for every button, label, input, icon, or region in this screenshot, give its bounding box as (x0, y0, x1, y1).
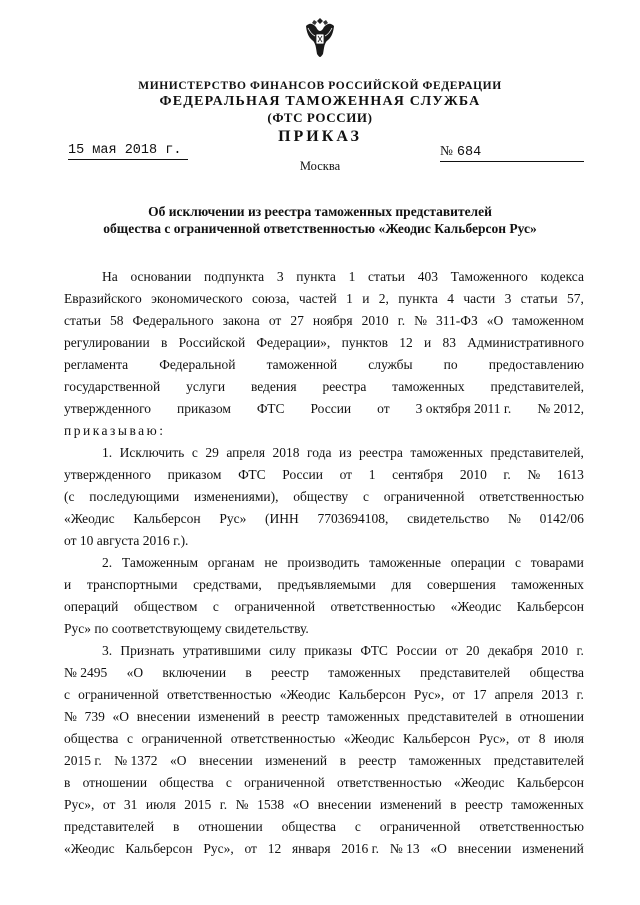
word: (ИНН (265, 511, 299, 526)
word: 4 (447, 291, 454, 306)
word: с (126, 731, 133, 746)
word: и (424, 335, 432, 350)
word: реестр (281, 709, 320, 724)
text-line (64, 442, 584, 464)
word: таможенных (511, 577, 584, 592)
service-abbreviation: (ФТС РОССИИ) (267, 110, 373, 125)
word: от (268, 313, 282, 328)
word: января (291, 841, 331, 856)
word: из (338, 445, 352, 460)
word: утвержденного (64, 401, 152, 416)
word: № 2012, (537, 401, 584, 416)
word: изменений (379, 797, 442, 812)
order-body (64, 266, 584, 860)
word: № (508, 511, 521, 526)
word: ограниченной (244, 775, 325, 790)
word: приказом (167, 467, 222, 482)
word: На (102, 269, 118, 284)
word: приказом (177, 401, 231, 416)
word: в (450, 797, 457, 812)
word: не (264, 555, 278, 570)
text-line (64, 530, 584, 552)
word: «Жеодис (343, 731, 395, 746)
word: и (64, 577, 72, 592)
word: «О (126, 665, 144, 680)
word: в (245, 665, 252, 680)
word: Рус», (413, 687, 445, 702)
word: ограниченной (383, 489, 465, 504)
word: Кальберсон (125, 841, 193, 856)
text-line (64, 794, 584, 816)
word: Кальберсон (516, 775, 584, 790)
word: в (64, 775, 71, 790)
word: России (282, 467, 323, 482)
word: 2015 г. (64, 753, 102, 768)
word: г. (576, 643, 584, 658)
word: изменений (198, 709, 260, 724)
word: ответственностью (337, 775, 442, 790)
word: 1 (348, 269, 356, 284)
word: от 10 августа 2016 г.). (64, 533, 189, 548)
word: реестра (322, 379, 367, 394)
document-type: ПРИКАЗ (278, 128, 362, 145)
text-line (64, 332, 584, 354)
word: ограниченной (78, 687, 159, 702)
word: Рус», (478, 731, 510, 746)
word: регламента (64, 357, 129, 372)
word: «Жеодис (64, 841, 115, 856)
word: Таможенного (450, 269, 528, 284)
word: представителей (493, 753, 584, 768)
word: 12 (267, 841, 282, 856)
word: таможенных (327, 709, 400, 724)
word: 17 (472, 687, 487, 702)
word: представителей (64, 819, 155, 834)
word: таможенных (392, 379, 465, 394)
word: 27 (290, 313, 304, 328)
word: 1 (368, 467, 376, 482)
word: апреля (226, 445, 266, 460)
word: союза, (252, 291, 290, 306)
word: пункта (398, 291, 438, 306)
word: частей (298, 291, 337, 306)
word: 1. (102, 445, 113, 460)
text-line (64, 684, 584, 706)
word: ФТС (238, 467, 266, 482)
text-line (64, 728, 584, 750)
word: «Жеодис (453, 775, 505, 790)
word: в (161, 335, 168, 350)
word: № (414, 313, 427, 328)
word: ответственностью (166, 687, 272, 702)
word: отношении (82, 775, 148, 790)
word: с (64, 687, 70, 702)
word: г. (503, 467, 511, 482)
word: регулировании (64, 335, 150, 350)
text-line (64, 310, 584, 332)
word: 7703694108, (317, 511, 389, 526)
word: таможенных (328, 665, 401, 680)
word: представителей, (490, 445, 584, 460)
word: г. (576, 687, 584, 702)
word: товарами (530, 555, 584, 570)
word: г. (397, 313, 406, 328)
ministry-name: МИНИСТЕРСТВО ФИНАНСОВ РОССИЙСКОЙ ФЕДЕРАЦИИ (138, 80, 502, 92)
word: с (191, 445, 198, 460)
word: Рус» по соответствующему свидетельству. (64, 621, 309, 636)
word: кодекса (540, 269, 584, 284)
word: услуги (186, 379, 226, 394)
word: общества (159, 775, 214, 790)
word: 83 (442, 335, 456, 350)
word: Административного (467, 335, 584, 350)
text-line (64, 420, 584, 442)
text-line (64, 376, 584, 398)
word: Кальберсон (338, 687, 406, 702)
text-line (64, 486, 584, 508)
word: ФТС (360, 643, 388, 658)
word: предоставлению (488, 357, 584, 372)
word: экономического (151, 291, 243, 306)
word: Федеральной (159, 357, 236, 372)
word: ограниченной (379, 819, 461, 834)
word: ведения (250, 379, 297, 394)
word: для (391, 577, 412, 592)
word: от (339, 467, 353, 482)
service-name: ФЕДЕРАЛЬНАЯ ТАМОЖЕННАЯ СЛУЖБА (159, 94, 481, 109)
word: от (452, 687, 465, 702)
word: 1613 (556, 467, 584, 482)
word: ограниченной (234, 599, 316, 614)
word: № 2495 (64, 665, 108, 680)
word: сентября (392, 467, 444, 482)
word: 20 (466, 643, 480, 658)
word: операций (64, 599, 119, 614)
word: с (225, 775, 232, 790)
word: представителей (407, 709, 498, 724)
word: обществу (293, 489, 349, 504)
number-sign: № (440, 143, 453, 158)
word: 31 (123, 797, 138, 812)
word: Российской (178, 335, 246, 350)
word: таможенные (369, 555, 441, 570)
word: внесении (317, 797, 372, 812)
word: «О (170, 753, 187, 768)
word: № (235, 797, 249, 812)
word: 57, (567, 291, 584, 306)
text-line (64, 266, 584, 288)
word: в (267, 709, 275, 724)
word: общества (64, 731, 119, 746)
word: 0142/06 (539, 511, 584, 526)
word: обществом (133, 599, 198, 614)
word: от (102, 797, 116, 812)
text-line (64, 662, 584, 684)
word: ответственностью (330, 599, 436, 614)
word: внесении (136, 709, 191, 724)
text-line (64, 398, 584, 420)
word: ответственностью (230, 731, 336, 746)
word: 2013 (541, 687, 569, 702)
word: Евразийского (64, 291, 142, 306)
word: 8 (538, 731, 546, 746)
word: 2016 г. (341, 841, 380, 856)
word: России (310, 401, 352, 416)
word: по (443, 357, 458, 372)
text-line (64, 640, 584, 662)
word: 3. (102, 643, 113, 658)
word: 2. (102, 555, 113, 570)
word: внесении (457, 841, 512, 856)
word: приказываю: (64, 423, 166, 438)
word: от (244, 841, 257, 856)
text-line (64, 574, 584, 596)
word: «Жеодис (450, 599, 502, 614)
word: приказы (304, 643, 353, 658)
word: средствами, (193, 577, 262, 592)
order-title-line-1: Об исключении из реестра таможенных представителей (148, 204, 492, 219)
word: утратившими (182, 643, 261, 658)
word: таможенных (408, 753, 482, 768)
word: № 13 (389, 841, 420, 856)
word: утвержденного (64, 467, 152, 482)
word: с (212, 599, 219, 614)
word: 3 (504, 291, 512, 306)
word: «О (486, 313, 504, 328)
word: Кальберсон (516, 599, 584, 614)
word: 1538 (257, 797, 285, 812)
word: силу (269, 643, 296, 658)
word: пункта (296, 269, 336, 284)
word: июля (145, 797, 176, 812)
word: реестр (358, 753, 397, 768)
word: «О (112, 709, 130, 724)
word: статьи (368, 269, 406, 284)
word: 3 (276, 269, 284, 284)
word: закона (222, 313, 260, 328)
order-date: 15 мая 2018 г. (68, 143, 188, 160)
word: декабря (487, 643, 533, 658)
city: Москва (299, 159, 341, 173)
word: 2018 (272, 445, 300, 460)
word: Федерального (132, 313, 214, 328)
word: «О (292, 797, 310, 812)
word: г. (219, 797, 228, 812)
word: России (396, 643, 437, 658)
word: 2010 (541, 643, 569, 658)
word: Таможенным (121, 555, 198, 570)
word: в (505, 709, 512, 724)
text-line (64, 552, 584, 574)
word: таможенных (410, 445, 483, 460)
order-title-line-2: общества с ограниченной ответственностью «Жеодис Кальберсон Рус» (103, 221, 537, 236)
word: отношении (519, 709, 584, 724)
word: отношении (198, 819, 263, 834)
word: 12 (399, 335, 413, 350)
word: «Жеодис (64, 511, 115, 526)
word: операции (450, 555, 506, 570)
word: № (527, 467, 541, 482)
word: Кальберсон (403, 731, 471, 746)
word: общества (281, 819, 337, 834)
word: ответственностью (479, 489, 584, 504)
word: транспортными (86, 577, 178, 592)
word: 3 октября 2011 г. (415, 401, 512, 416)
word: с (514, 555, 521, 570)
word: предъявляемыми (277, 577, 376, 592)
word: «Жеодис (279, 687, 331, 702)
word: совершения (427, 577, 496, 592)
word: Рус», (64, 797, 95, 812)
word: с (354, 819, 361, 834)
word: основании (130, 269, 192, 284)
word: части (463, 291, 496, 306)
word: № (64, 709, 77, 724)
word: изменений (522, 841, 584, 856)
coat-of-arms-icon (300, 12, 340, 60)
word: свидетельство (407, 511, 490, 526)
word: таможенной (266, 357, 338, 372)
word: таможенных (511, 797, 584, 812)
word: органам (207, 555, 255, 570)
text-line (64, 838, 584, 860)
word: реестр (464, 797, 503, 812)
text-line (64, 772, 584, 794)
order-number: 684 (456, 145, 482, 160)
text-line (64, 816, 584, 838)
word: изменениями), (194, 489, 279, 504)
word: в (339, 753, 346, 768)
word: внесении (199, 753, 253, 768)
word: и (362, 291, 370, 306)
word: изменений (265, 753, 328, 768)
word: статьи (520, 291, 558, 306)
word: Признать (120, 643, 175, 658)
text-line (64, 750, 584, 772)
word: Федерации», (256, 335, 331, 350)
word: Исключить (119, 445, 185, 460)
word: службы (368, 357, 413, 372)
word: от (517, 731, 531, 746)
word: 2, (378, 291, 389, 306)
text-line (64, 706, 584, 728)
text-line (64, 596, 584, 618)
word: Рус» (219, 511, 247, 526)
text-line (64, 508, 584, 530)
word: подпункта (204, 269, 265, 284)
word: включении (162, 665, 227, 680)
word: государственной (64, 379, 161, 394)
word: реестр (271, 665, 309, 680)
word: общества (529, 665, 584, 680)
word: с (362, 489, 369, 504)
word: 29 (205, 445, 219, 460)
word: пунктов (341, 335, 388, 350)
word: ответственностью (479, 819, 584, 834)
word: представителей (420, 665, 511, 680)
word: «О (430, 841, 447, 856)
word: 58 (110, 313, 124, 328)
text-line (64, 288, 584, 310)
word: ограниченной (141, 731, 223, 746)
word: № 1372 (114, 753, 158, 768)
word: 2010 (361, 313, 389, 328)
word: ноября (312, 313, 353, 328)
word: 311-ФЗ (436, 313, 478, 328)
word: производить (287, 555, 360, 570)
text-line (64, 354, 584, 376)
word: Кальберсон (133, 511, 201, 526)
word: статьи (64, 313, 101, 328)
word: июля (554, 731, 584, 746)
word: 2010 (459, 467, 487, 482)
word: 403 (417, 269, 438, 284)
word: (с (64, 489, 75, 504)
word: года (307, 445, 332, 460)
word: от (377, 401, 390, 416)
word: в (173, 819, 180, 834)
word: представителей, (490, 379, 584, 394)
word: 1 (346, 291, 353, 306)
text-line (64, 618, 584, 640)
word: 2015 (184, 797, 212, 812)
word: от (445, 643, 458, 658)
word: реестра (359, 445, 403, 460)
word: последующими (89, 489, 180, 504)
word: 739 (84, 709, 105, 724)
word: ФТС (256, 401, 285, 416)
word: апреля (494, 687, 534, 702)
word: Рус», (203, 841, 234, 856)
text-line (64, 464, 584, 486)
word: таможенном (512, 313, 584, 328)
